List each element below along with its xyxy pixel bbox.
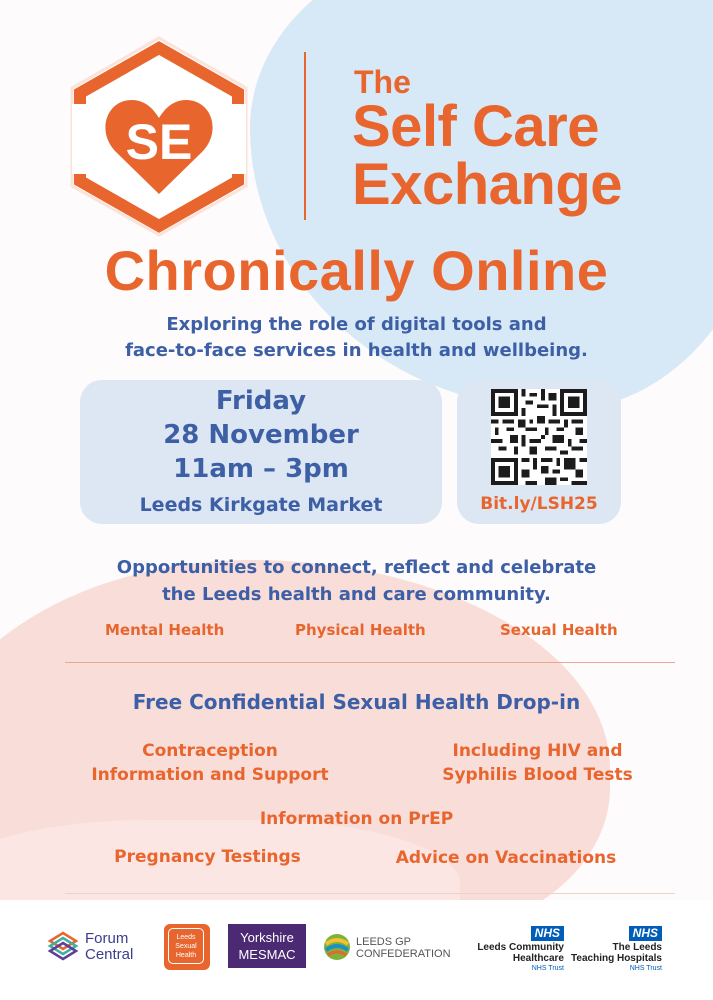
leeds-community-healthcare-logo xyxy=(452,924,564,974)
event-date: 28 November xyxy=(163,420,359,450)
mesmac-line-2: MESMAC xyxy=(238,947,296,962)
topic-mental-health: Mental Health xyxy=(105,621,225,639)
svg-text:SE: SE xyxy=(125,114,193,170)
lsh-line-3: Health xyxy=(175,952,197,959)
service-pregnancy: Pregnancy Testings xyxy=(114,847,301,867)
section-divider xyxy=(65,662,675,663)
subtitle-line-2: face-to-face services in health and wellbeing. xyxy=(125,340,588,361)
service-vaccinations: Advice on Vaccinations xyxy=(395,848,617,868)
title-prefix: The xyxy=(354,64,411,100)
footer-divider xyxy=(65,893,675,894)
forum-central-logo xyxy=(47,928,147,968)
lth-line-2: Teaching Hospitals xyxy=(571,953,662,964)
forum-central-icon xyxy=(47,930,79,962)
gp-line-2: CONFEDERATION xyxy=(356,948,451,960)
service-contraception-line-2: Information and Support xyxy=(91,765,329,785)
service-hiv-tests xyxy=(400,739,675,787)
event-venue: Leeds Kirkgate Market xyxy=(139,494,383,516)
lch-line-3: NHS Trust xyxy=(531,965,564,972)
title-line-2: Exchange xyxy=(352,152,622,217)
gp-confederation-icon xyxy=(322,932,352,962)
lch-line-2: Healthcare xyxy=(512,953,564,964)
poster-title xyxy=(352,94,622,217)
leeds-sexual-health-logo xyxy=(164,924,210,970)
forum-central-line-1: Forum xyxy=(85,930,129,947)
gp-confederation-text xyxy=(356,936,451,960)
lth-line-3: NHS Trust xyxy=(629,965,662,972)
topic-sexual-health: Sexual Health xyxy=(500,621,618,639)
lsh-line-2: Sexual xyxy=(175,943,197,950)
leeds-gp-confederation-logo xyxy=(322,930,451,966)
forum-central-line-2: Central xyxy=(85,946,134,963)
lth-line-1: The Leeds xyxy=(612,942,662,953)
gp-line-1: LEEDS GP xyxy=(356,936,412,948)
leeds-teaching-hospitals-logo xyxy=(570,924,662,974)
subtitle-line-1: Exploring the role of digital tools and xyxy=(166,314,547,335)
topic-physical-health: Physical Health xyxy=(295,621,426,639)
qr-link[interactable]: Bit.ly/LSH25 xyxy=(480,494,598,514)
lsh-line-1: Leeds xyxy=(176,934,196,941)
title-divider xyxy=(304,52,306,220)
lch-nhs-badge: NHS xyxy=(531,926,564,941)
mesmac-line-1: Yorkshire xyxy=(240,930,294,945)
event-day: Friday xyxy=(215,386,307,416)
drop-in-title: Free Confidential Sexual Health Drop-in xyxy=(132,690,581,714)
service-hiv-line-1: Including HIV and xyxy=(452,741,623,761)
yorkshire-mesmac-logo xyxy=(228,924,306,968)
event-time: 11am – 3pm xyxy=(173,454,349,484)
subtitle xyxy=(0,312,713,364)
lch-line-1: Leeds Community xyxy=(477,942,564,953)
service-contraception-line-1: Contraception xyxy=(142,741,278,761)
forum-central-text xyxy=(85,931,133,963)
service-hiv-line-2: Syphilis Blood Tests xyxy=(442,765,633,785)
headline: Chronically Online xyxy=(104,239,609,302)
opportunities-line-2: the Leeds health and care community. xyxy=(162,584,551,605)
service-prep: Information on PrEP xyxy=(259,809,454,829)
qr-code-icon[interactable] xyxy=(491,389,587,485)
opportunities-text xyxy=(0,554,713,608)
service-contraception xyxy=(60,739,360,787)
leeds-sexual-health-text xyxy=(168,928,204,964)
lth-nhs-badge: NHS xyxy=(629,926,662,941)
self-care-exchange-logo xyxy=(66,34,252,239)
title-line-1: Self Care xyxy=(352,94,599,159)
opportunities-line-1: Opportunities to connect, reflect and celebrate xyxy=(116,557,597,578)
